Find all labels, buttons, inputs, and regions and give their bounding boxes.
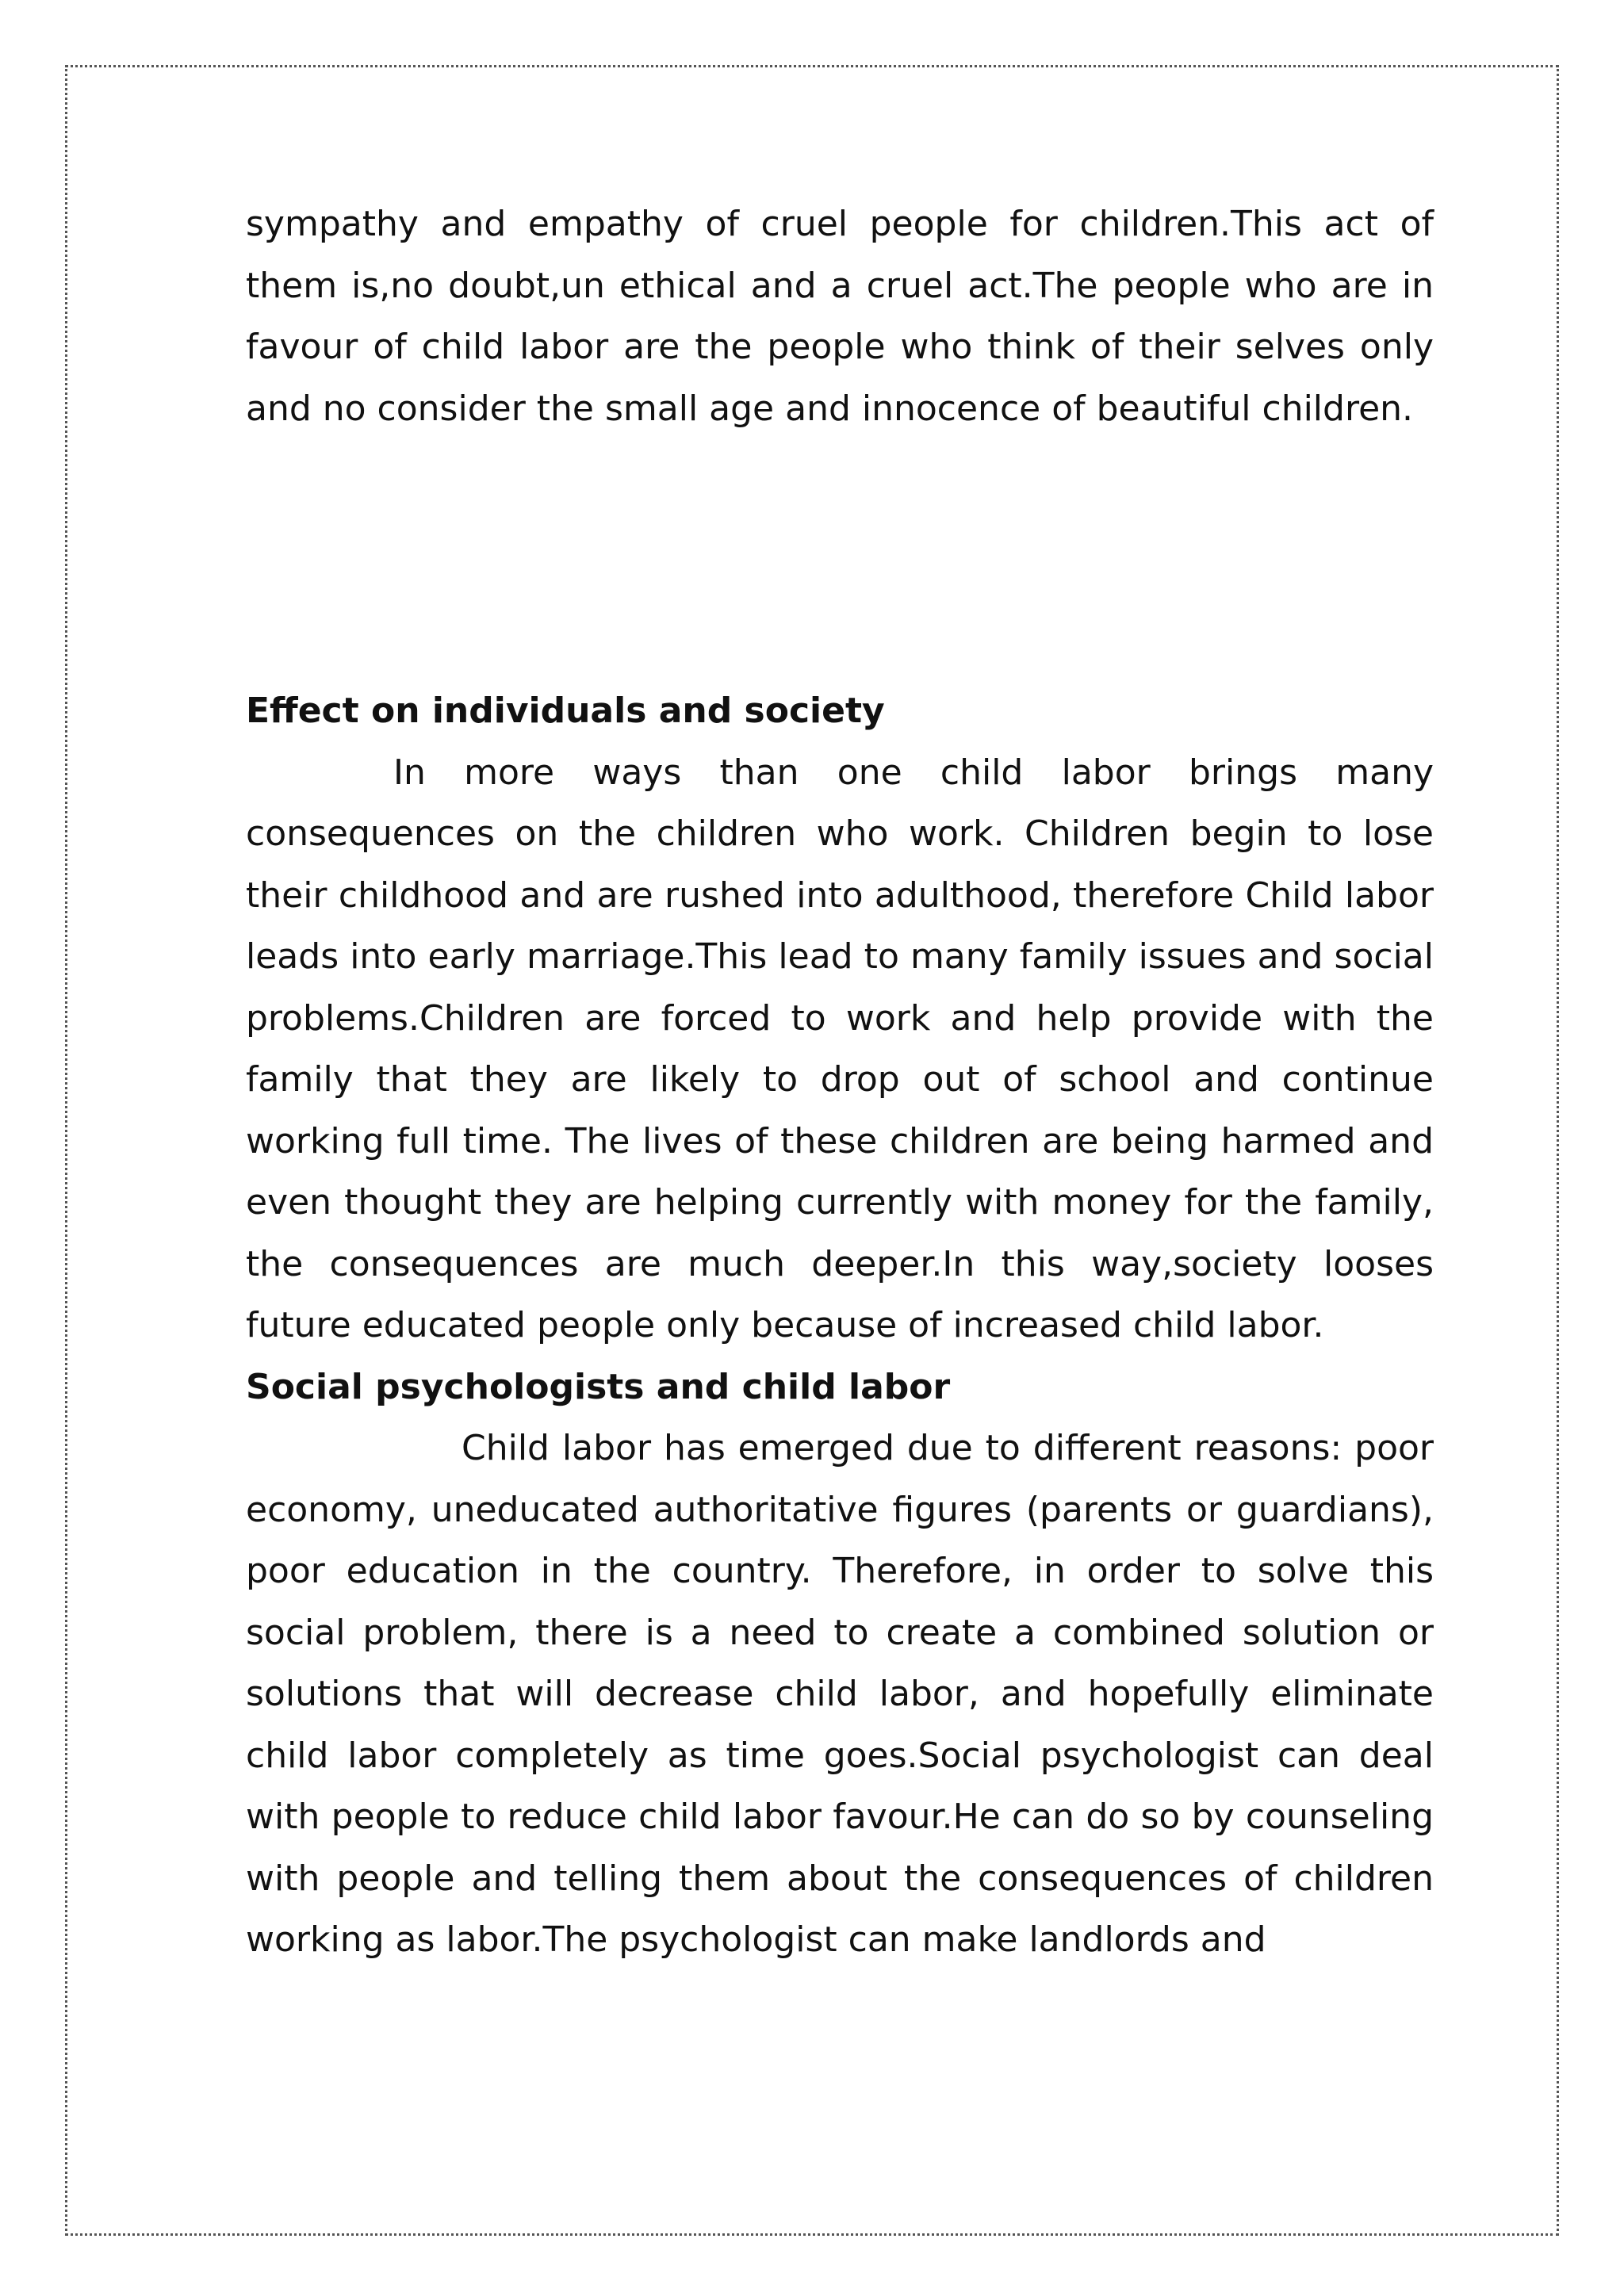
section-heading-social: Social psychologists and child labor [246,1366,951,1407]
paragraph-effect: In more ways than one child labor brings many consequences on the children who work. Children begin to lose their childhood and are rushed into adulthood, therefore Child labor leads into early marriage.This lead to many family issues and social problems.Children are forced to work and help provide with the family that they are likely to drop out of school and continue working full time. The lives of these children are being harmed and even thought they are helping currently with money for the family, the consequences are much deeper.In this way,society looses future educated people only because of increased child labor. [246,752,1434,1345]
paragraph-intro-continued: sympathy and empathy of cruel people for children.This act of them is,no doubt,un ethical and a cruel act.The people who are in favour of child labor are the people who think of their selves only and no consider the small age and innocence of beautiful children. [246,204,1434,429]
document-body [246,193,1434,1971]
paragraph-social: Child labor has emerged due to different reasons: poor economy, uneducated authoritative figures (parents or guardians), poor education in the country. Therefore, in order to solve this social problem, there is a need to create a combined solution or solutions that will decrease child labor, and hopefully eliminate child labor completely as time goes.Social psychologist can deal with people to reduce child labor favour.He can do so by counseling with people and telling them about the consequences of children working as labor.The psychologist can make landlords and [246,1428,1434,1960]
section-heading-effect: Effect on individuals and society [246,691,885,731]
